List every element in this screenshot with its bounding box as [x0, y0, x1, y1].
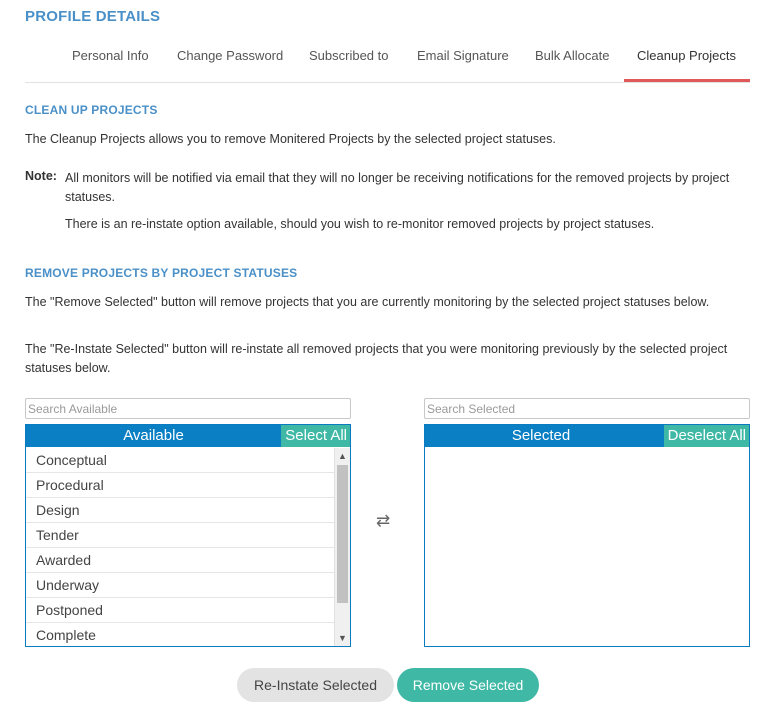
- selected-list-header: [425, 425, 749, 447]
- note-text-1: All monitors will be notified via email that they will no longer be receiving notifications for the removed projects by project statuses.: [65, 171, 730, 204]
- remove-description: The "Remove Selected" button will remove projects that you are currently monitoring by the selected project statuses below.: [25, 295, 710, 309]
- note-text-2: There is an re-instate option available, should you wish to re-monitor removed projects by project statuses.: [65, 217, 655, 231]
- remove-section-heading: REMOVE PROJECTS BY PROJECT STATUSES: [25, 266, 298, 280]
- remove-selected-button[interactable]: Remove Selected: [397, 668, 539, 702]
- tab-personal-info[interactable]: Personal Info: [72, 48, 149, 63]
- swap-arrows-icon[interactable]: ⇄: [376, 511, 391, 530]
- reinstate-selected-button[interactable]: Re-Instate Selected: [237, 668, 394, 702]
- list-item[interactable]: Tender: [26, 523, 334, 548]
- list-item[interactable]: Underway: [26, 573, 334, 598]
- available-items: [26, 448, 336, 646]
- list-item[interactable]: Procedural: [26, 473, 334, 498]
- selected-header-title: Selected: [511, 427, 571, 444]
- scroll-thumb[interactable]: [337, 465, 348, 603]
- chevron-down-icon[interactable]: ▼: [338, 633, 347, 643]
- tab-subscribed-to[interactable]: Subscribed to: [309, 48, 389, 63]
- deselect-all-button[interactable]: Deselect All: [664, 425, 749, 447]
- tab-change-password[interactable]: Change Password: [177, 48, 284, 63]
- list-item[interactable]: Conceptual: [26, 448, 334, 473]
- note-label: Note:: [25, 169, 57, 183]
- cleanup-description: The Cleanup Projects allows you to remove Monitered Projects by the selected project statuses.: [25, 132, 556, 146]
- tab-cleanup-projects[interactable]: Cleanup Projects: [637, 48, 736, 63]
- tab-bulk-allocate[interactable]: Bulk Allocate: [535, 48, 610, 63]
- tab-email-signature[interactable]: Email Signature: [417, 48, 509, 63]
- list-item[interactable]: Complete: [26, 623, 334, 646]
- list-item[interactable]: Design: [26, 498, 334, 523]
- cleanup-heading: CLEAN UP PROJECTS: [25, 103, 158, 117]
- reinstate-description: The "Re-Instate Selected" button will re-instate all removed projects that you were monitoring previously by the selected project statuses below.: [25, 342, 728, 375]
- page-title: PROFILE DETAILS: [25, 8, 161, 25]
- available-list: [25, 424, 351, 647]
- list-item[interactable]: Awarded: [26, 548, 334, 573]
- chevron-up-icon[interactable]: ▲: [338, 451, 347, 461]
- list-item[interactable]: Postponed: [26, 598, 334, 623]
- select-all-button[interactable]: Select All: [281, 425, 350, 447]
- profile-tabs: [25, 38, 750, 83]
- selected-items: [425, 448, 735, 646]
- search-available-input[interactable]: [25, 398, 351, 419]
- available-scrollbar[interactable]: [334, 448, 350, 646]
- available-header-title: Available: [123, 427, 184, 444]
- available-list-header: [26, 425, 350, 447]
- search-selected-input[interactable]: [424, 398, 750, 419]
- selected-list: [424, 424, 750, 647]
- active-tab-indicator: [624, 79, 750, 82]
